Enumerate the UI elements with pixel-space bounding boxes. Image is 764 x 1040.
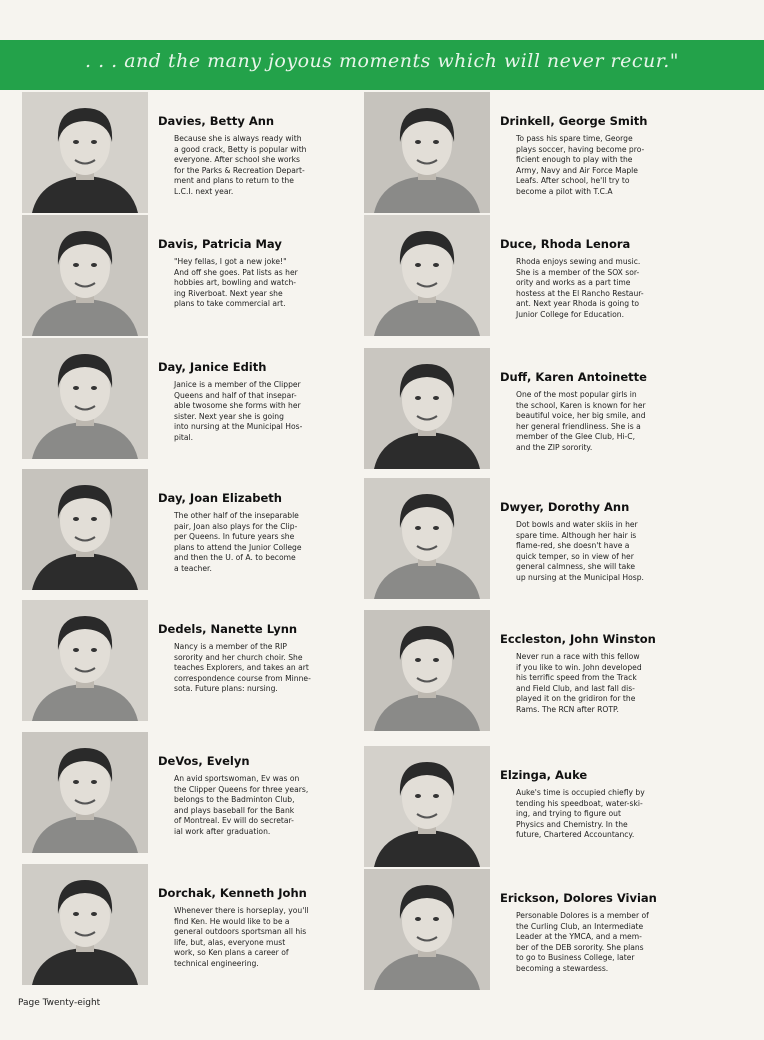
- student-photo: [364, 215, 490, 336]
- student-name: Davies, Betty Ann: [158, 114, 275, 128]
- student-entry: [364, 92, 704, 217]
- student-name: Duff, Karen Antoinette: [500, 370, 647, 384]
- portrait-image: [22, 732, 148, 853]
- student-photo: [364, 869, 490, 990]
- student-photo: [22, 864, 148, 985]
- student-bio: Never run a race with this fellow if you like to win. John developed his terrific speed from the Track and Field Club, and last fall dis- played it on the gridiron for the Rams. The RCN after ROTP.: [516, 652, 642, 714]
- student-photo: [22, 92, 148, 213]
- student-bio: Whenever there is horseplay, you'll find Ken. He would like to be a general outdoors sportsman all his life, but, alas, everyone must work, so Ken plans a career of technical engineering.: [174, 906, 309, 968]
- student-name: Eccleston, John Winston: [500, 632, 656, 646]
- student-entry: [22, 469, 362, 594]
- student-entry: [364, 215, 704, 340]
- banner-quote: . . . and the many joyous moments which will never recur.": [84, 50, 679, 72]
- student-name: Duce, Rhoda Lenora: [500, 237, 631, 251]
- student-bio: An avid sportswoman, Ev was on the Clipper Queens for three years, belongs to the Badminton Club, and plays baseball for the Bank of Montreal. Ev will do secretar- ial work after graduation.: [174, 774, 309, 836]
- student-name: Elzinga, Auke: [500, 768, 588, 782]
- student-bio: Janice is a member of the Clipper Queens and half of that insepar- able twosome she forms with her sister. Next year she is going into nursing at the Municipal Hos- pital.: [174, 380, 303, 442]
- student-photo: [22, 732, 148, 853]
- student-bio: One of the most popular girls in the school, Karen is known for her beautiful voice, her big smile, and her general friendliness. She is a member of the Glee Club, Hi-C, and the ZIP sorority.: [516, 390, 646, 452]
- student-bio: Rhoda enjoys sewing and music. She is a member of the SOX sor- ority and works as a part time hostess at the El Rancho Restaur- ant. Next year Rhoda is going to Junior College for Education.: [516, 257, 644, 319]
- student-entry: [364, 610, 704, 735]
- student-bio: Auke's time is occupied chiefly by tending his speedboat, water-ski- ing, and trying to figure out Physics and Chemistry. In the future, Chartered Accountancy.: [516, 788, 645, 840]
- page-banner: [0, 40, 764, 90]
- student-bio: Personable Dolores is a member of the Curling Club, an Intermediate Leader at the YMCA, and a mem- ber of the DEB sorority. She plans to go to Business College, later becoming a stewardess.: [516, 911, 649, 973]
- student-entry: [22, 732, 362, 857]
- student-name: Day, Janice Edith: [158, 360, 267, 374]
- portrait-image: [22, 469, 148, 590]
- student-name: Davis, Patricia May: [158, 237, 282, 251]
- student-entry: [22, 864, 362, 989]
- student-bio: Nancy is a member of the RIP sorority and her church choir. She teaches Explorers, and takes an art correspondence course from Minne- sota. Future plans: nursing.: [174, 642, 311, 694]
- student-bio: Dot bowls and water skiis in her spare time. Although her hair is flame-red, she doesn't have a quick temper, so in view of her general calmness, she will take up nursing at the Municipal Hosp.: [516, 520, 644, 582]
- student-entry: [22, 215, 362, 340]
- student-bio: The other half of the inseparable pair, Joan also plays for the Clip- per Queens. In future years she plans to attend the Junior College and then the U. of A. to become a teacher.: [174, 511, 302, 573]
- portrait-image: [364, 215, 490, 336]
- student-entry: [22, 92, 362, 217]
- student-entry: [22, 338, 362, 463]
- student-name: Dorchak, Kenneth John: [158, 886, 307, 900]
- student-entry: [22, 600, 362, 725]
- student-bio: To pass his spare time, George plays soccer, having become pro- ficient enough to play with the Army, Navy and Air Force Maple Leafs. After school, he'll try to become a pilot with T.C.A: [516, 134, 645, 196]
- portrait-image: [22, 600, 148, 721]
- student-photo: [364, 348, 490, 469]
- student-name: Dedels, Nanette Lynn: [158, 622, 298, 636]
- portrait-image: [22, 92, 148, 213]
- student-entry: [364, 348, 704, 473]
- portrait-image: [364, 348, 490, 469]
- student-bio: Because she is always ready with a good crack, Betty is popular with everyone. After school she works for the Parks & Recreation Depart- ment and plans to return to the L.C.I. next year.: [174, 134, 307, 196]
- student-entry: [364, 478, 704, 603]
- student-photo: [22, 215, 148, 336]
- student-photo: [364, 478, 490, 599]
- portrait-image: [364, 92, 490, 213]
- portrait-image: [22, 338, 148, 459]
- portrait-image: [22, 864, 148, 985]
- portrait-image: [364, 610, 490, 731]
- student-entry: [364, 746, 704, 871]
- student-entry: [364, 869, 704, 994]
- portrait-image: [364, 478, 490, 599]
- student-name: Dwyer, Dorothy Ann: [500, 500, 630, 514]
- student-bio: "Hey fellas, I got a new joke!" And off she goes. Pat lists as her hobbies art, bowling and watch- ing Riverboat. Next year she plans to take commercial art.: [174, 257, 298, 309]
- page-number: Page Twenty-eight: [18, 998, 101, 1008]
- portrait-image: [364, 746, 490, 867]
- student-name: DeVos, Evelyn: [158, 754, 250, 768]
- student-photo: [364, 92, 490, 213]
- portrait-image: [364, 869, 490, 990]
- portrait-image: [22, 215, 148, 336]
- student-photo: [364, 746, 490, 867]
- student-photo: [22, 338, 148, 459]
- student-photo: [22, 469, 148, 590]
- student-photo: [364, 610, 490, 731]
- student-photo: [22, 600, 148, 721]
- student-name: Day, Joan Elizabeth: [158, 491, 282, 505]
- student-name: Erickson, Dolores Vivian: [500, 891, 657, 905]
- student-name: Drinkell, George Smith: [500, 114, 648, 128]
